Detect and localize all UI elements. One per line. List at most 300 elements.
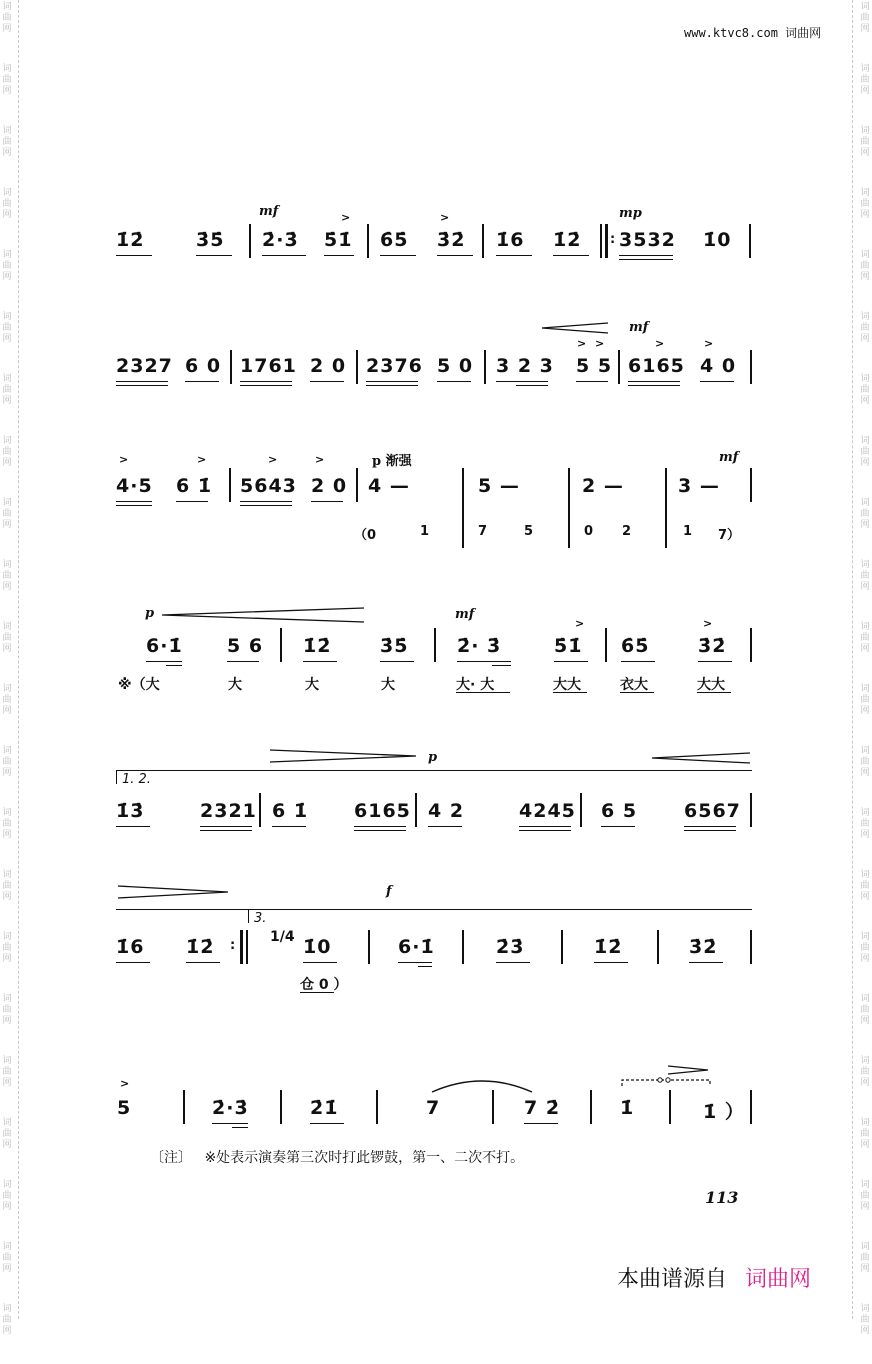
footer-brand[interactable]: 词曲网: [745, 1267, 812, 1292]
percussion-note: 大: [305, 677, 319, 693]
note-group: 3532: [619, 229, 676, 251]
underline: [116, 501, 152, 502]
watermark-char: 词: [2, 126, 12, 136]
underline: [310, 1123, 344, 1124]
watermark-group: [858, 1302, 872, 1364]
note-group: 4 —: [368, 475, 410, 497]
accent-mark: >: [440, 211, 450, 224]
watermark-char: 曲: [2, 323, 12, 333]
watermark-char: 词: [860, 622, 870, 632]
underline: [496, 381, 548, 382]
note-group: 5 —: [478, 475, 520, 497]
watermark-group: [0, 1302, 14, 1364]
watermark-group: [858, 744, 872, 806]
barline: [259, 793, 261, 827]
tremolo-bracket: [620, 1064, 720, 1090]
source-footer: [617, 1262, 811, 1293]
note-group: 6 5: [601, 800, 638, 822]
watermark-group: [0, 992, 14, 1054]
underline: [227, 661, 259, 662]
watermark-char: 词: [860, 64, 870, 74]
watermark-char: 词: [2, 932, 12, 942]
watermark-group: [0, 558, 14, 620]
underline: [516, 385, 548, 386]
repeat-barline: [600, 224, 602, 258]
barline: [356, 350, 358, 384]
barline: [367, 224, 369, 258]
note-group: 2̇3̇: [496, 936, 525, 958]
barline: [415, 793, 417, 827]
watermark-char: 网: [2, 768, 12, 778]
watermark-char: 曲: [860, 695, 870, 705]
watermark-group: [0, 124, 14, 186]
barline: [750, 350, 752, 384]
watermark-group: [858, 930, 872, 992]
accent-mark: >: [595, 337, 605, 350]
barline: [568, 468, 570, 548]
underline: [418, 966, 432, 967]
note-group: 6165: [354, 800, 411, 822]
note-group: 1̇2̇: [186, 936, 215, 958]
percussion-note: 仓 0 ）: [300, 977, 348, 993]
watermark-group: [858, 372, 872, 434]
watermark-char: 词: [2, 684, 12, 694]
note-group: 2 —: [582, 475, 624, 497]
underline: [601, 826, 635, 827]
watermark-char: 曲: [2, 1067, 12, 1077]
watermark-char: 网: [860, 1202, 870, 1212]
watermark-char: 曲: [2, 75, 12, 85]
underline: [437, 381, 471, 382]
volta-label: 3.: [254, 911, 267, 926]
watermark-group: [858, 1116, 872, 1178]
barline: [580, 793, 582, 827]
percussion-note: 衣大: [620, 677, 648, 693]
watermark-char: 曲: [860, 1129, 870, 1139]
volta-bracket: [116, 770, 752, 771]
underline: [700, 381, 734, 382]
watermark-char: 词: [860, 870, 870, 880]
volta-bracket: [116, 909, 752, 910]
percussion-note: 7: [478, 524, 488, 539]
watermark-group: [858, 1178, 872, 1240]
note-group: 5 6: [227, 635, 264, 657]
watermark-char: 词: [2, 808, 12, 818]
accent-mark: >: [575, 617, 585, 630]
watermark-char: 网: [2, 334, 12, 344]
watermark-char: 网: [860, 1264, 870, 1274]
note-group: 6 1̇: [176, 475, 213, 497]
watermark-char: 词: [860, 374, 870, 384]
left-margin-line: [18, 0, 19, 1319]
note-group: 3̇5̇: [380, 635, 409, 657]
crescendo-hairpin: [540, 322, 610, 336]
underline: [116, 962, 150, 963]
barline: [750, 628, 752, 662]
watermark-char: 网: [860, 272, 870, 282]
watermark-group: [0, 0, 14, 62]
watermark-char: 网: [860, 582, 870, 592]
barline: [229, 468, 231, 502]
percussion-note: 大: [228, 677, 242, 693]
barline: [280, 1090, 282, 1124]
watermark-char: 曲: [860, 447, 870, 457]
barline: [462, 468, 464, 548]
watermark-group: [858, 992, 872, 1054]
repeat-dots: :: [610, 232, 616, 247]
underline: [457, 661, 511, 662]
watermark-group: [858, 620, 872, 682]
decrescendo-hairpin: [268, 748, 418, 766]
watermark-char: 词: [860, 2, 870, 12]
watermark-char: 曲: [2, 1253, 12, 1263]
accent-mark: >: [577, 337, 587, 350]
watermark-group: [858, 124, 872, 186]
underline: [146, 661, 182, 662]
underline: [492, 665, 511, 666]
watermark-char: 词: [2, 1180, 12, 1190]
watermark-char: 曲: [2, 695, 12, 705]
note-group: 1761: [240, 355, 297, 377]
underline: [212, 1123, 248, 1124]
underline: [200, 826, 252, 827]
watermark-char: 曲: [860, 1067, 870, 1077]
dynamic-mark: mf: [259, 204, 279, 219]
watermark-group: [858, 186, 872, 248]
watermark-char: 词: [2, 1304, 12, 1314]
note-group: 5̇1̇: [554, 635, 583, 657]
note-group: 1̇2̇: [303, 635, 332, 657]
percussion-note: （0: [354, 528, 377, 543]
note-group: 4 2: [428, 800, 465, 822]
watermark-char: 曲: [2, 137, 12, 147]
watermark-char: 曲: [860, 323, 870, 333]
watermark-char: 曲: [2, 1315, 12, 1325]
watermark-char: 网: [2, 148, 12, 158]
barline: [750, 1090, 752, 1124]
barline: [356, 468, 358, 502]
watermark-char: 曲: [860, 633, 870, 643]
watermark-char: 网: [860, 1078, 870, 1088]
watermark-char: 网: [2, 1202, 12, 1212]
watermark-char: 词: [860, 126, 870, 136]
watermark-group: [0, 930, 14, 992]
watermark-char: 网: [2, 1326, 12, 1336]
underline: [398, 962, 432, 963]
note-group: 2376: [366, 355, 423, 377]
underline: [684, 830, 736, 831]
watermark-char: 词: [2, 436, 12, 446]
note-group: 6·1̇: [146, 635, 183, 657]
watermark-char: 网: [2, 644, 12, 654]
watermark-group: [858, 806, 872, 868]
underline: [524, 1123, 558, 1124]
watermark-char: 曲: [2, 385, 12, 395]
watermark-group: [858, 248, 872, 310]
watermark-char: 曲: [860, 1191, 870, 1201]
note-group: 6165: [628, 355, 685, 377]
watermark-char: 词: [860, 188, 870, 198]
barline: [368, 930, 370, 964]
barline: [590, 1090, 592, 1124]
watermark-char: 词: [860, 1304, 870, 1314]
underline: [262, 255, 306, 256]
watermark-group: [0, 310, 14, 372]
watermark-char: 词: [860, 312, 870, 322]
barline: [484, 350, 486, 384]
watermark-char: 曲: [860, 943, 870, 953]
watermark-char: 词: [2, 374, 12, 384]
watermark-char: 网: [2, 1016, 12, 1026]
watermark-char: 曲: [2, 509, 12, 519]
watermark-group: [858, 434, 872, 496]
watermark-char: 词: [2, 870, 12, 880]
watermark-char: 词: [2, 560, 12, 570]
watermark-char: 词: [860, 1056, 870, 1066]
underline: [620, 692, 654, 693]
watermark-char: 词: [2, 994, 12, 1004]
barline: [462, 930, 464, 964]
underline: [554, 661, 588, 662]
watermark-char: 词: [860, 932, 870, 942]
note-group: 1̇6: [116, 936, 145, 958]
underline: [311, 501, 343, 502]
underline: [380, 661, 414, 662]
watermark-char: 词: [2, 64, 12, 74]
watermark-char: 词: [2, 746, 12, 756]
watermark-char: 词: [860, 250, 870, 260]
note-group: 1̇2̇: [116, 229, 145, 251]
watermark-char: 曲: [2, 571, 12, 581]
barline: [665, 468, 667, 548]
barline: [750, 793, 752, 827]
note-group: 1̇3̇: [116, 800, 145, 822]
underline: [496, 255, 532, 256]
underline: [576, 381, 608, 382]
volta-bracket-edge: [248, 909, 249, 923]
watermark-char: 网: [2, 954, 12, 964]
accent-mark: >: [703, 617, 713, 630]
underline: [366, 385, 418, 386]
watermark-char: 曲: [2, 633, 12, 643]
note-group: 2 0: [310, 355, 347, 377]
underline: [196, 255, 232, 256]
underline: [310, 381, 344, 382]
note-group: 4 0: [700, 355, 737, 377]
underline: [628, 381, 680, 382]
barline: [657, 930, 659, 964]
watermark-group: [858, 310, 872, 372]
barline: [230, 350, 232, 384]
watermark-char: 词: [2, 2, 12, 12]
repeat-barline: [246, 930, 248, 964]
note-group: 1̇0: [303, 936, 332, 958]
barline: [749, 224, 751, 258]
watermark-group: [858, 1054, 872, 1116]
note-group: 3 2 3: [496, 355, 554, 377]
accent-mark: >: [315, 453, 325, 466]
percussion-note: 1: [683, 524, 693, 539]
underline: [186, 962, 220, 963]
watermark-char: 网: [860, 148, 870, 158]
watermark-char: 词: [860, 436, 870, 446]
footnote-label: 〔注〕: [150, 1150, 192, 1166]
underline: [689, 962, 723, 963]
note-group: 2321: [200, 800, 257, 822]
accent-mark: >: [268, 453, 278, 466]
barline: [482, 224, 484, 258]
note-group: 3 —: [678, 475, 720, 497]
watermark-char: 曲: [2, 447, 12, 457]
dynamic-mark-crescendo: p 渐强: [372, 454, 412, 469]
underline: [553, 255, 589, 256]
crescendo-hairpin: [160, 606, 366, 626]
note-group: 5 0: [437, 355, 474, 377]
percussion-note: 0: [584, 524, 594, 539]
note-group: 6 0: [185, 355, 222, 377]
dynamic-mark: f: [386, 884, 392, 899]
underline: [698, 661, 732, 662]
underline: [594, 962, 628, 963]
note-group: 2̇·3̇: [262, 229, 299, 251]
repeat-barline: [605, 224, 608, 258]
barline: [434, 628, 436, 662]
watermark-char: 网: [860, 1016, 870, 1026]
watermark-char: 网: [860, 644, 870, 654]
decrescendo-hairpin: [116, 884, 230, 902]
note-group: 5: [117, 1097, 132, 1119]
underline: [354, 826, 406, 827]
underline: [366, 381, 418, 382]
watermark-char: 网: [2, 830, 12, 840]
watermark-char: 词: [860, 746, 870, 756]
note-group: 7: [426, 1097, 441, 1119]
watermark-char: 曲: [2, 881, 12, 891]
watermark-char: 曲: [860, 385, 870, 395]
underline: [303, 962, 337, 963]
note-group: 2̇1̇: [310, 1097, 339, 1119]
dynamic-mark: mf: [629, 320, 649, 335]
footer-prefix: 本曲谱源自: [617, 1267, 728, 1292]
watermark-char: 网: [860, 86, 870, 96]
barline: [750, 468, 752, 502]
time-signature: 1/4: [270, 929, 295, 945]
watermark-char: 网: [860, 954, 870, 964]
right-margin-line: [852, 0, 853, 1319]
watermark-char: 词: [860, 498, 870, 508]
watermark-char: 曲: [860, 571, 870, 581]
watermark-char: 词: [2, 1118, 12, 1128]
watermark-char: 曲: [860, 261, 870, 271]
watermark-char: 网: [2, 520, 12, 530]
watermark-char: 曲: [860, 757, 870, 767]
watermark-group: [0, 186, 14, 248]
underline: [684, 826, 736, 827]
page-number: 113: [705, 1188, 739, 1207]
watermark-group: [858, 496, 872, 558]
underline: [116, 385, 168, 386]
footnote-text: ※处表示演奏第三次时打此锣鼓，第一、二次不打。: [204, 1150, 525, 1166]
barline: [561, 930, 563, 964]
watermark-group: [0, 868, 14, 930]
repeat-dots: :: [230, 938, 236, 953]
underline: [240, 501, 292, 502]
accent-mark: >: [197, 453, 207, 466]
watermark-char: 网: [860, 706, 870, 716]
underline: [380, 255, 416, 256]
underline: [300, 992, 334, 993]
percussion-note: 大大: [697, 677, 725, 693]
watermark-char: 网: [2, 86, 12, 96]
dynamic-mark: p: [145, 606, 155, 621]
watermark-char: 网: [860, 768, 870, 778]
watermark-char: 词: [860, 560, 870, 570]
watermark-char: 曲: [860, 1253, 870, 1263]
underline: [232, 1127, 248, 1128]
watermark-group: [0, 496, 14, 558]
volta-label: 1. 2.: [122, 772, 151, 787]
watermark-char: 网: [2, 24, 12, 34]
watermark-group: [0, 1116, 14, 1178]
watermark-char: 网: [860, 830, 870, 840]
watermark-char: 曲: [2, 1005, 12, 1015]
dynamic-mark: mf: [455, 607, 475, 622]
underline: [456, 692, 510, 693]
note-group: 1̇0: [703, 229, 732, 251]
watermark-char: 网: [860, 396, 870, 406]
watermark-char: 词: [860, 1242, 870, 1252]
underline: [553, 692, 587, 693]
watermark-char: 网: [2, 210, 12, 220]
watermark-char: 网: [2, 582, 12, 592]
underline: [272, 826, 306, 827]
note-group: 5643: [240, 475, 297, 497]
underline: [519, 830, 571, 831]
watermark-char: 网: [2, 1078, 12, 1088]
underline: [240, 505, 292, 506]
accent-mark: >: [655, 337, 665, 350]
underline: [437, 255, 473, 256]
note-group: 5 5: [576, 355, 613, 377]
watermark-group: [858, 0, 872, 62]
watermark-char: 网: [860, 1140, 870, 1150]
note-group: 6̇5̇: [621, 635, 650, 657]
dynamic-mark: p: [428, 750, 438, 765]
watermark-group: [0, 434, 14, 496]
note-group: 3̇5̇: [196, 229, 225, 251]
left-watermark: [0, 0, 14, 1336]
watermark-char: 词: [860, 1118, 870, 1128]
note-group: 6·1̇: [398, 936, 435, 958]
watermark-group: [0, 62, 14, 124]
underline: [619, 255, 673, 256]
underline: [240, 381, 292, 382]
watermark-char: 网: [2, 706, 12, 716]
watermark-char: 网: [2, 892, 12, 902]
watermark-group: [858, 682, 872, 744]
watermark-char: 曲: [860, 137, 870, 147]
header-site-url: www.ktvc8.com 词曲网: [684, 26, 822, 40]
underline: [200, 830, 252, 831]
percussion-note: 2: [622, 524, 632, 539]
note-group: 6 1̇: [272, 800, 309, 822]
watermark-char: 曲: [2, 819, 12, 829]
underline: [303, 661, 337, 662]
watermark-char: 曲: [860, 819, 870, 829]
watermark-char: 网: [860, 1326, 870, 1336]
note-group: 2327: [116, 355, 173, 377]
dynamic-mark: mf: [719, 450, 739, 465]
